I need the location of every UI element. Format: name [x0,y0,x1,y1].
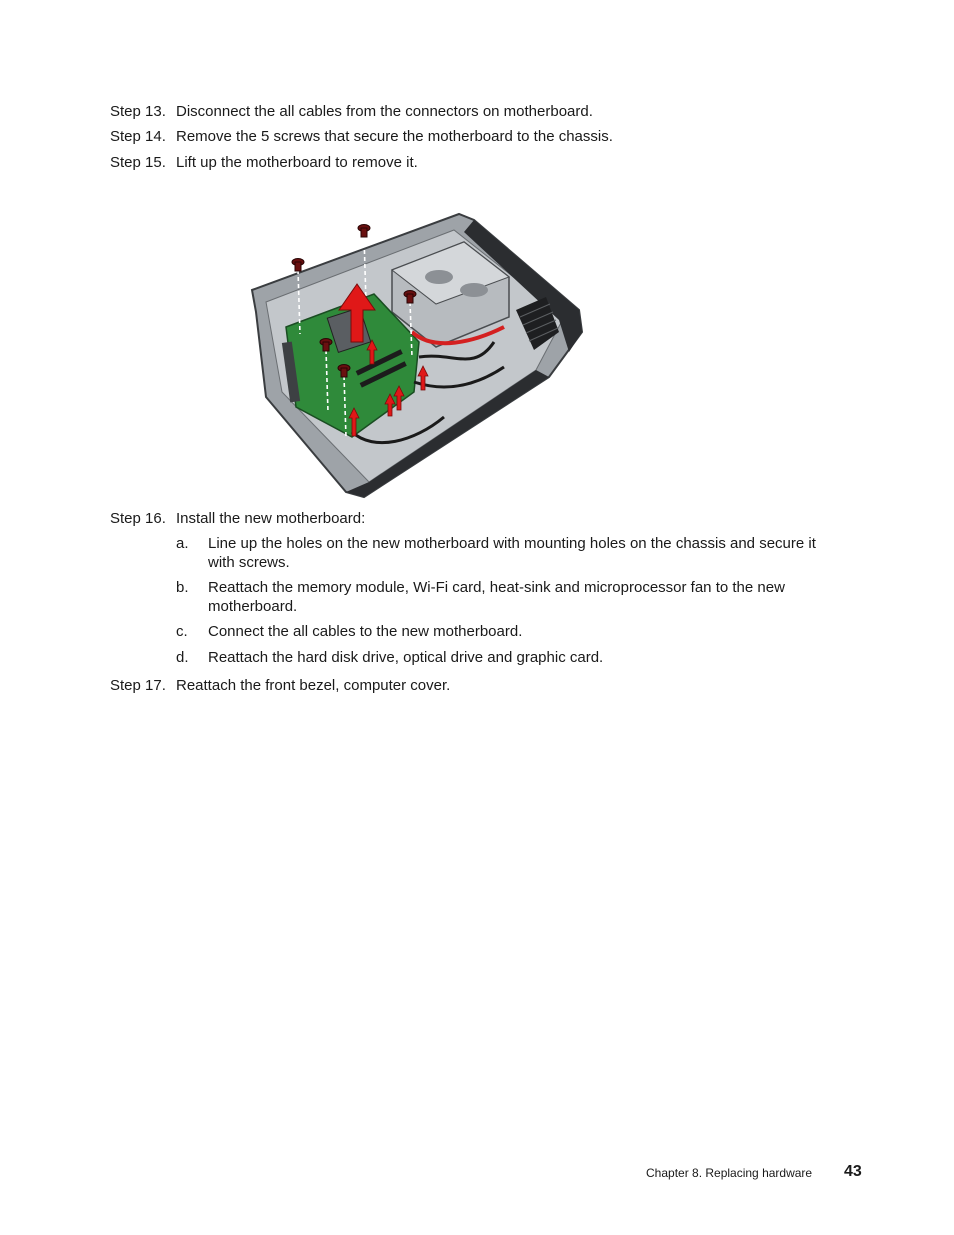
motherboard-removal-figure [174,192,644,500]
step-number: Step 17. [110,677,166,694]
substep-c [176,622,846,641]
substep-a [176,534,846,572]
step-number: Step 14. [110,128,166,145]
step-15 [110,153,418,172]
substep-letter: c. [176,623,188,640]
step-16 [110,509,365,528]
substep-letter: d. [176,649,189,666]
step-number: Step 16. [110,510,166,527]
step-number: Step 13. [110,103,166,120]
chassis-illustration [174,192,644,500]
substep-letter: a. [176,535,189,552]
step-17 [110,676,450,695]
step-14 [110,127,613,146]
step-text: Reattach the front bezel, computer cover. [176,677,451,694]
substep-d [176,648,846,667]
step-text: Install the new motherboard: [176,510,366,527]
substep-text: Line up the holes on the new motherboard with mounting holes on the chassis and secure it with screws. [208,535,816,571]
footer-chapter-title: Chapter 8. Replacing hardware [646,1166,813,1180]
step-text: Lift up the motherboard to remove it. [176,154,418,171]
step-13 [110,102,593,121]
substep-text: Reattach the hard disk drive, optical drive and graphic card. [208,649,604,666]
substep-text: Connect the all cables to the new motherboard. [208,623,523,640]
substep-letter: b. [176,579,189,596]
page-number: 43 [844,1163,862,1180]
step-text: Remove the 5 screws that secure the motherboard to the chassis. [176,128,613,145]
step-text: Disconnect the all cables from the connectors on motherboard. [176,103,593,120]
substep-text: Reattach the memory module, Wi-Fi card, heat-sink and microprocessor fan to the new motherboard. [208,579,785,615]
substep-b [176,578,846,616]
step-number: Step 15. [110,154,166,171]
